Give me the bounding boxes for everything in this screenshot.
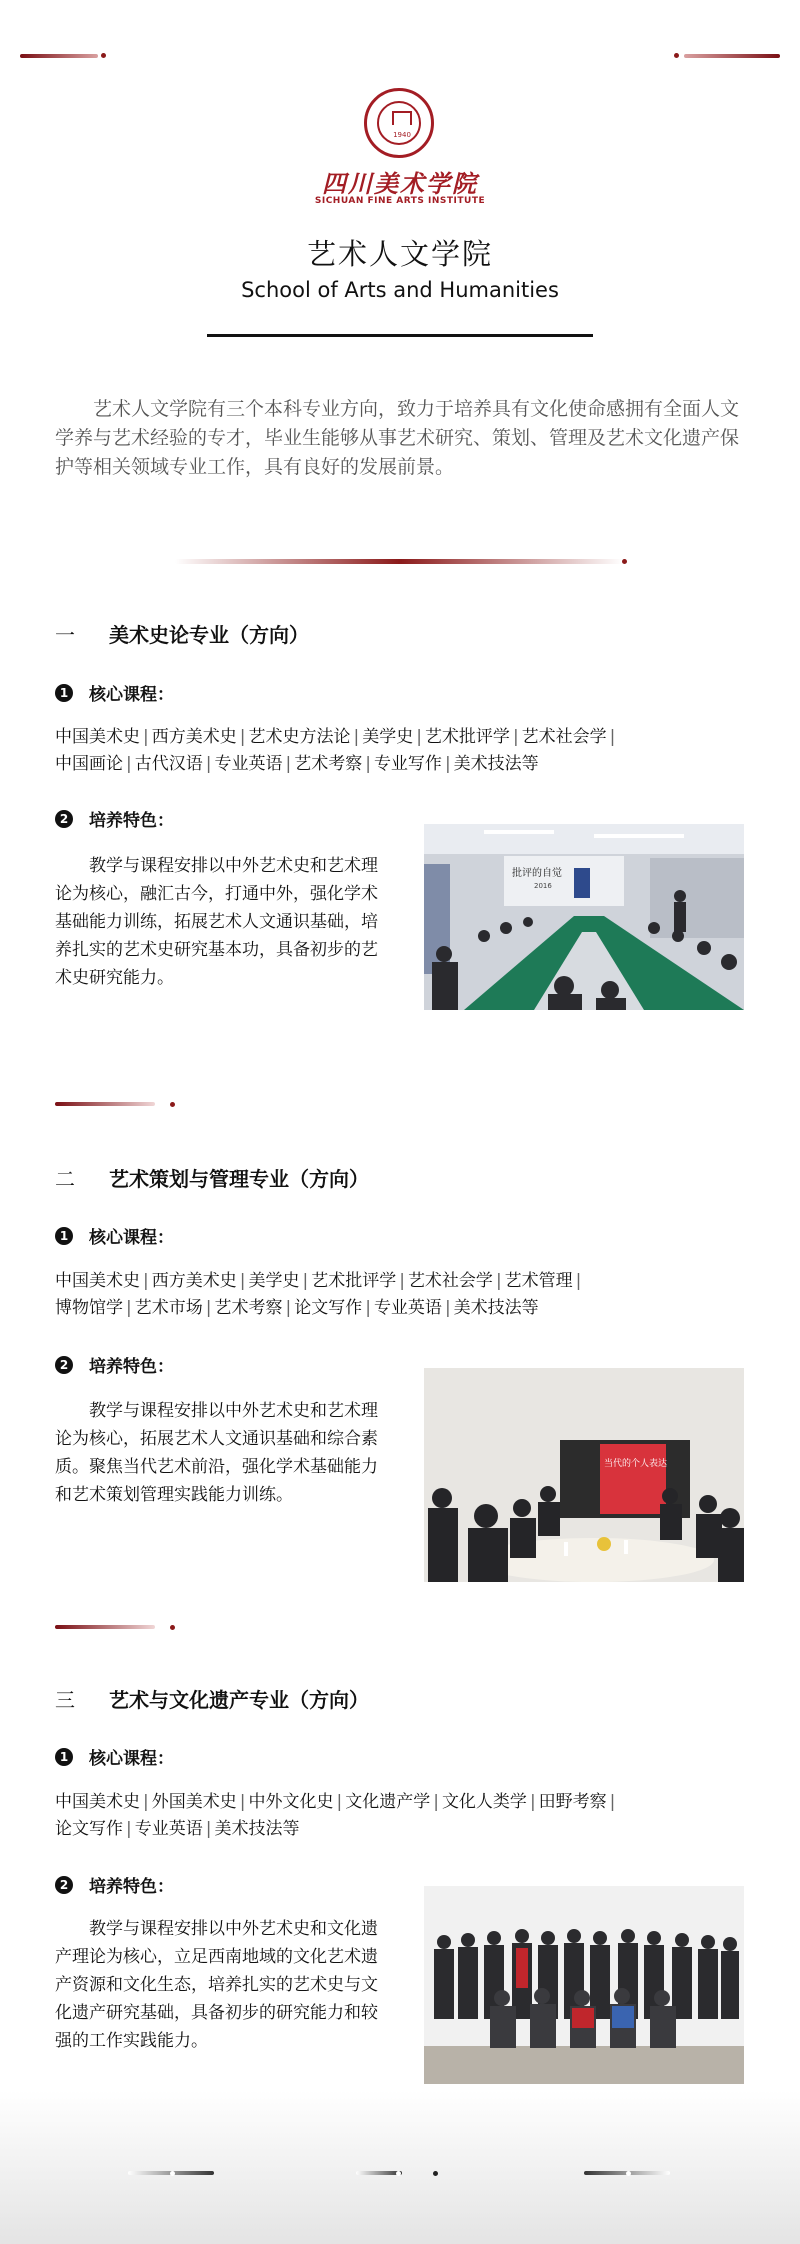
course-item: 外国美术史 [151, 1792, 237, 1812]
course-item: 艺术批评学 [424, 727, 510, 747]
discussion-photo-svg [424, 1368, 744, 1582]
course-item: 艺术社会学 [407, 1271, 493, 1291]
section-2-title [55, 1163, 369, 1192]
course-item: 艺术管理 [504, 1271, 573, 1291]
section-3-name: 艺术与文化遗产专业（方向） [109, 1688, 369, 1712]
course-item: 专业英语 [373, 1298, 442, 1318]
page-title-cn: 艺术人文学院 [306, 237, 493, 271]
center-deco-line [175, 559, 623, 564]
feature-label: 培养特色： [89, 1877, 174, 1897]
center-deco-dot [622, 559, 627, 564]
feature-label: 培养特色： [89, 1357, 174, 1377]
core-label: 核心课程： [89, 685, 174, 705]
course-item: 文化遗产学 [345, 1792, 431, 1812]
top-right-deco-dot [674, 53, 679, 58]
bullet-2-icon: 2 [55, 1876, 73, 1894]
section-3-number: 三 [55, 1688, 75, 1712]
course-item: 美术技法等 [453, 754, 539, 774]
course-item: 美学史 [362, 727, 414, 747]
course-item: 论文写作 [55, 1819, 123, 1839]
section-2-deco-dot [170, 1102, 175, 1107]
section-2-feature: 教学与课程安排以中外艺术史和艺术理论为核心，拓展艺术人文通识基础和综合素质。聚焦当代艺术前沿，强化学术基础能力和艺术策划管理实践能力训练。 [55, 1401, 378, 1505]
course-item: 艺术批评学 [311, 1271, 397, 1291]
course-item: 田野考察 [538, 1792, 607, 1812]
course-item: 美术技法等 [453, 1298, 539, 1318]
course-item: 西方美术史 [151, 727, 237, 747]
bottom-left-deco-dot [170, 2171, 175, 2176]
section-2-feature-heading [55, 1352, 174, 1377]
feature-label: 培养特色： [89, 811, 174, 831]
section-1-feature: 教学与课程安排以中外艺术史和艺术理论为核心，融汇古今，打通中外，强化学术基础能力训练，拓展艺术人文通识基础，培养扎实的艺术史研究基本功，具备初步的艺术史研究能力。 [55, 856, 378, 988]
course-item: 古代汉语 [134, 754, 203, 774]
bottom-center-deco-dot-2 [433, 2171, 438, 2176]
section-1-feature-heading [55, 806, 174, 831]
section-2-name: 艺术策划与管理专业（方向） [109, 1167, 369, 1191]
logo-seal-icon [364, 88, 434, 158]
course-item: 中外文化史 [248, 1792, 334, 1812]
photo-banner-text: 批评的自觉 [512, 868, 562, 879]
page-title-en: School of Arts and Humanities [241, 278, 559, 302]
section-3-deco-line [55, 1625, 155, 1629]
section-1-courses: 中国美术史 | 西方美术史 | 艺术史方法论 | 美学史 | 艺术批评学 | 艺术社会学 | 中国画论 | 古代汉语 | 专业英语 | 艺术考察 | 专业写作 | 美术技法等 [55, 727, 616, 774]
course-item: 中国美术史 [55, 1792, 140, 1812]
top-left-deco-line [20, 54, 98, 58]
bottom-center-deco-dot-1 [396, 2171, 401, 2176]
bullet-2-icon: 2 [55, 1356, 73, 1374]
photo-banner-sub: 2016 [534, 882, 552, 890]
section-2-deco-line [55, 1102, 155, 1106]
top-left-deco-dot [101, 53, 106, 58]
section-2-photo [424, 1368, 744, 1582]
course-item: 文化人类学 [441, 1792, 527, 1812]
section-3-feature: 教学与课程安排以中外艺术史和文化遗产理论为核心，立足西南地域的文化艺术遗产资源和文化生态，培养扎实的艺术史与文化遗产研究基础，具备初步的研究能力和较强的工作实践能力。 [55, 1919, 378, 2051]
group-photo-svg [424, 1886, 744, 2084]
course-item: 艺术社会学 [521, 727, 607, 747]
bottom-right-deco-dot [626, 2171, 631, 2176]
section-3-photo [424, 1886, 744, 2084]
section-2-number: 二 [55, 1167, 75, 1191]
section-2-core-heading [55, 1223, 174, 1248]
section-3-feature-heading [55, 1872, 174, 1897]
section-1-number: 一 [55, 623, 75, 647]
bullet-1-icon: 1 [55, 1748, 73, 1766]
seal-year: 1940 [393, 131, 411, 139]
course-item: 美术技法等 [214, 1819, 300, 1839]
logo-name-en: SICHUAN FINE ARTS INSTITUTE [314, 196, 486, 206]
course-item: 中国画论 [55, 754, 123, 774]
core-label: 核心课程： [89, 1228, 174, 1248]
bullet-1-icon: 1 [55, 1227, 73, 1245]
photo-poster-text: 当代的个人表达 [604, 1459, 668, 1469]
course-item: 艺术考察 [214, 1298, 283, 1318]
seminar-photo-svg [424, 824, 744, 1010]
section-3-courses: 中国美术史 | 外国美术史 | 中外文化史 | 文化遗产学 | 文化人类学 | 田野考察 | 论文写作 | 专业英语 | 美术技法等 [55, 1792, 616, 1839]
section-2-courses: 中国美术史 | 西方美术史 | 美学史 | 艺术批评学 | 艺术社会学 | 艺术管理 | 博物馆学 | 艺术市场 | 艺术考察 | 论文写作 | 专业英语 | 美术技法等 [55, 1271, 582, 1318]
section-1-name: 美术史论专业（方向） [109, 623, 309, 647]
course-item: 论文写作 [294, 1298, 363, 1318]
course-item: 艺术考察 [294, 754, 363, 774]
section-1-title [55, 619, 309, 648]
course-item: 专业英语 [134, 1819, 203, 1839]
bullet-2-icon: 2 [55, 810, 73, 828]
section-3-deco-dot [170, 1625, 175, 1630]
intro-paragraph: 艺术人文学院有三个本科专业方向，致力于培养具有文化使命感拥有全面人文学养与艺术经验的专才，毕业生能够从事艺术研究、策划、管理及艺术文化遗产保护等相关领域专业工作，具有良好的发展前景。 [55, 398, 740, 478]
seal-gate-icon [392, 111, 412, 125]
course-item: 博物馆学 [55, 1298, 123, 1318]
core-label: 核心课程： [89, 1749, 174, 1769]
course-item: 中国美术史 [55, 1271, 140, 1291]
section-1-photo [424, 824, 744, 1010]
section-3-core-heading [55, 1744, 174, 1769]
bottom-fade [0, 2090, 800, 2244]
course-item: 中国美术史 [55, 727, 140, 747]
course-item: 艺术市场 [134, 1298, 203, 1318]
bullet-1-icon: 1 [55, 684, 73, 702]
course-item: 艺术史方法论 [248, 727, 351, 747]
course-item: 美学史 [248, 1271, 300, 1291]
section-1-core-heading [55, 680, 174, 705]
top-right-deco-line [684, 54, 780, 58]
title-divider [207, 334, 593, 337]
logo-name-cn: 四川美术学院 [322, 169, 478, 198]
course-item: 西方美术史 [151, 1271, 237, 1291]
course-item: 专业英语 [214, 754, 283, 774]
course-item: 专业写作 [373, 754, 442, 774]
section-3-title [55, 1684, 369, 1713]
